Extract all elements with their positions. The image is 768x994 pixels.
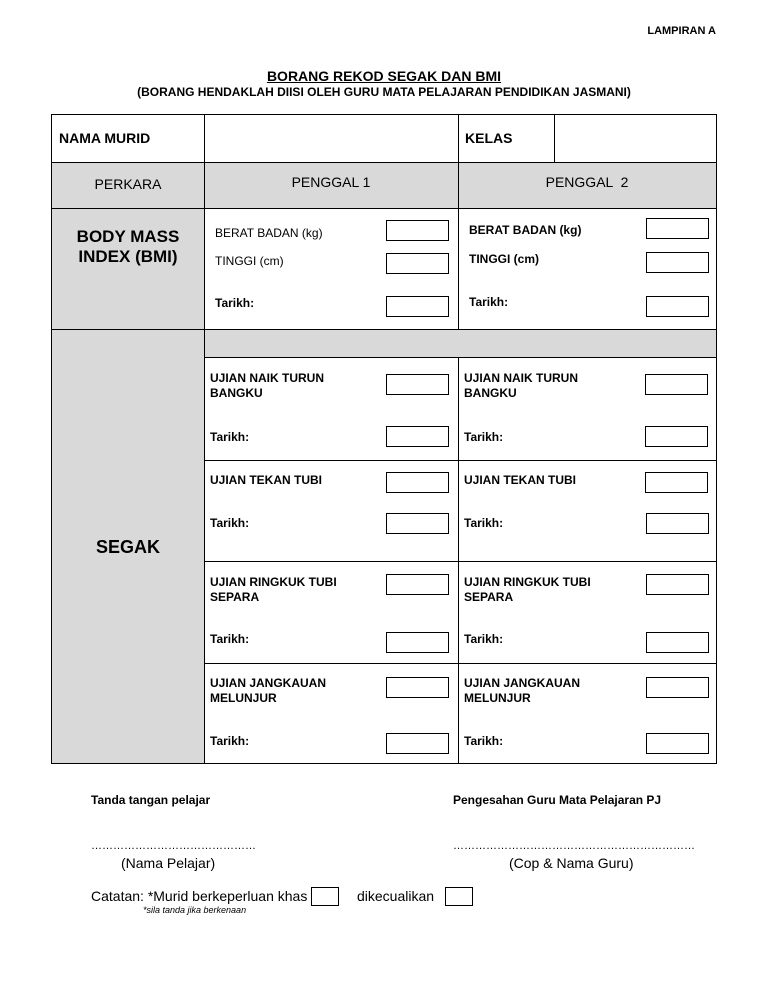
p1-tekan-tubi-label: UJIAN TEKAN TUBI — [210, 473, 323, 487]
divider — [52, 208, 716, 209]
divider — [204, 561, 716, 562]
penggal2-label: PENGGAL 2 — [545, 174, 629, 190]
p2-tekan-tubi-label: UJIAN TEKAN TUBI — [464, 473, 577, 487]
p1-tekan-tubi-input[interactable] — [386, 472, 449, 493]
p2-tekan-tubi-input[interactable] — [645, 472, 708, 493]
p2-berat-label: BERAT BADAN (kg) — [469, 223, 582, 237]
bmi-label: BODY MASS INDEX (BMI) — [76, 227, 180, 266]
khas-checkbox[interactable] — [311, 887, 339, 906]
p1-jangkauan-tarikh-input[interactable] — [386, 733, 449, 754]
penggal1-label: PENGGAL 1 — [291, 174, 371, 190]
sila-tanda-note: *sila tanda jika berkenaan — [143, 905, 247, 915]
p1-tinggi-label: TINGGI (cm) — [215, 254, 284, 268]
p2-tinggi-label: TINGGI (cm) — [469, 252, 540, 266]
p2-berat-input[interactable] — [646, 218, 709, 239]
nama-pelajar-label: (Nama Pelajar) — [121, 855, 216, 871]
record-table — [51, 114, 717, 764]
p1-ringkuk-tubi-label: UJIAN RINGKUK TUBI SEPARA — [210, 575, 337, 604]
p2-bmi-tarikh-label: Tarikh: — [469, 295, 509, 309]
p2-jangkauan-label: UJIAN JANGKAUAN MELUNJUR — [464, 676, 581, 705]
kelas-field[interactable] — [555, 115, 716, 162]
divider — [52, 329, 716, 330]
form-title: BORANG REKOD SEGAK DAN BMI — [266, 68, 502, 84]
p1-jangkauan-label: UJIAN JANGKAUAN MELUNJUR — [210, 676, 327, 705]
divider — [204, 460, 716, 461]
pengesahan-label: Pengesahan Guru Mata Pelajaran PJ — [453, 793, 662, 807]
p2-jangkauan-input[interactable] — [646, 677, 709, 698]
p1-jangkauan-tarikh-label: Tarikh: — [210, 734, 250, 748]
divider — [52, 162, 716, 163]
teacher-signature-line[interactable]: ………………………………………………………… — [453, 840, 695, 852]
divider — [458, 357, 459, 763]
p1-ringkuk-tubi-tarikh-input[interactable] — [386, 632, 449, 653]
perkara-label: PERKARA — [94, 176, 162, 192]
p1-tinggi-input[interactable] — [386, 253, 449, 274]
p1-ringkuk-tubi-tarikh-label: Tarikh: — [210, 632, 250, 646]
p2-tinggi-input[interactable] — [646, 252, 709, 273]
divider — [204, 115, 205, 763]
p2-ringkuk-tubi-input[interactable] — [646, 574, 709, 595]
p2-ringkuk-tubi-label: UJIAN RINGKUK TUBI SEPARA — [464, 575, 591, 604]
segak-header-bg — [204, 329, 716, 357]
p1-naik-turun-input[interactable] — [386, 374, 449, 395]
p2-naik-turun-label: UJIAN NAIK TURUN BANGKU — [464, 371, 578, 400]
kelas-label: KELAS — [465, 130, 513, 146]
p2-bmi-tarikh-input[interactable] — [646, 296, 709, 317]
p2-jangkauan-tarikh-input[interactable] — [646, 733, 709, 754]
p2-tekan-tubi-tarikh-input[interactable] — [646, 513, 709, 534]
nama-murid-label: NAMA MURID — [59, 130, 151, 146]
divider — [458, 115, 459, 329]
nama-murid-field[interactable] — [205, 115, 458, 162]
p1-naik-turun-label: UJIAN NAIK TURUN BANGKU — [210, 371, 324, 400]
p1-berat-label: BERAT BADAN (kg) — [215, 226, 323, 240]
student-signature-line[interactable]: ……………………………………… — [91, 840, 256, 852]
p2-naik-turun-input[interactable] — [645, 374, 708, 395]
dikecualikan-checkbox[interactable] — [445, 887, 473, 906]
p2-naik-turun-tarikh-input[interactable] — [645, 426, 708, 447]
divider — [204, 357, 716, 358]
lampiran-label: LAMPIRAN A — [647, 25, 716, 37]
p1-jangkauan-input[interactable] — [386, 677, 449, 698]
p1-bmi-tarikh-input[interactable] — [386, 296, 449, 317]
catatan-label: Catatan: *Murid berkeperluan khas — [91, 888, 308, 904]
dikecualikan-label: dikecualikan — [357, 888, 435, 904]
p2-tekan-tubi-tarikh-label: Tarikh: — [464, 516, 504, 530]
p1-tekan-tubi-tarikh-input[interactable] — [386, 513, 449, 534]
p1-berat-input[interactable] — [386, 220, 449, 241]
p1-tekan-tubi-tarikh-label: Tarikh: — [210, 516, 250, 530]
cop-nama-guru-label: (Cop & Nama Guru) — [509, 855, 634, 871]
p1-naik-turun-tarikh-label: Tarikh: — [210, 430, 250, 444]
form-subtitle: (BORANG HENDAKLAH DIISI OLEH GURU MATA PELAJARAN PENDIDIKAN JASMANI) — [137, 85, 631, 99]
segak-label: SEGAK — [95, 537, 160, 557]
p2-naik-turun-tarikh-label: Tarikh: — [464, 430, 504, 444]
p2-ringkuk-tubi-tarikh-input[interactable] — [646, 632, 709, 653]
p1-bmi-tarikh-label: Tarikh: — [215, 296, 255, 310]
divider — [204, 663, 716, 664]
p2-ringkuk-tubi-tarikh-label: Tarikh: — [464, 632, 504, 646]
tanda-tangan-label: Tanda tangan pelajar — [91, 793, 211, 807]
p2-jangkauan-tarikh-label: Tarikh: — [464, 734, 504, 748]
p1-ringkuk-tubi-input[interactable] — [386, 574, 449, 595]
p1-naik-turun-tarikh-input[interactable] — [386, 426, 449, 447]
